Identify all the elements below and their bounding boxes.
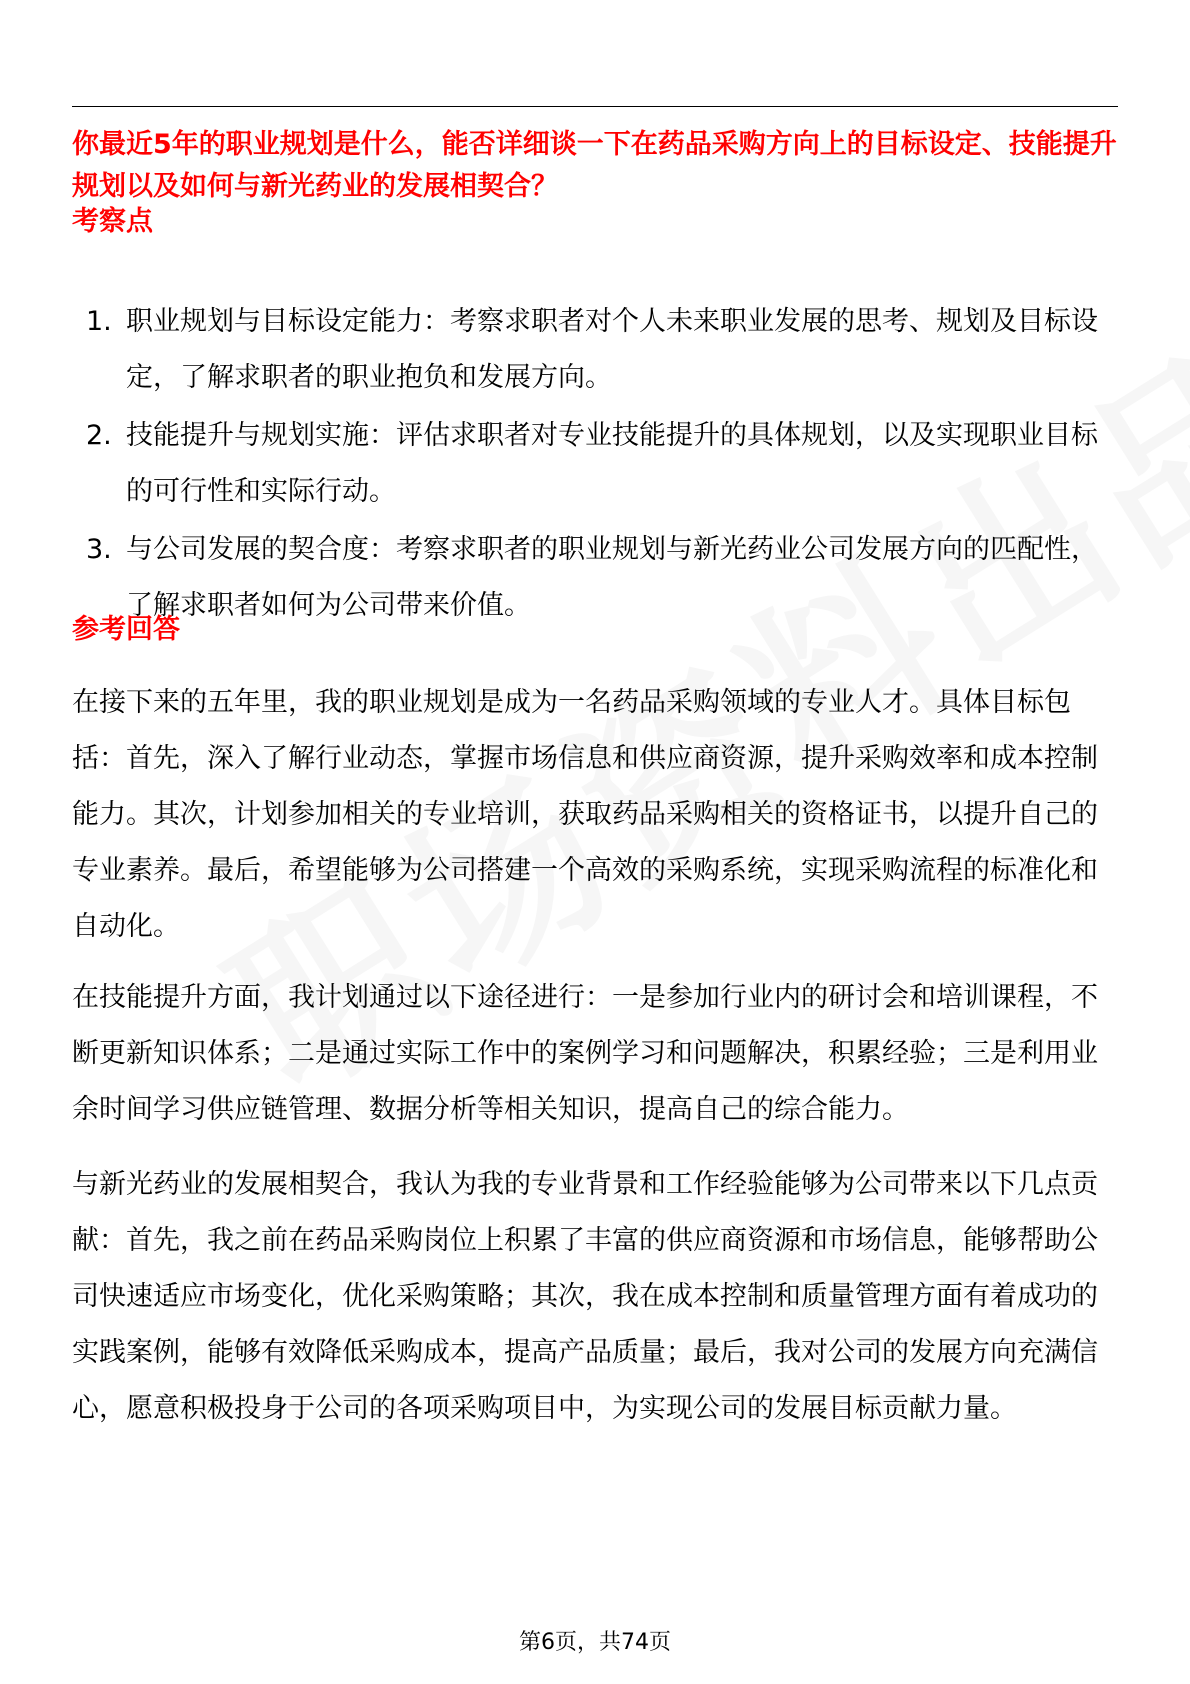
list-item	[72, 522, 1122, 634]
list-item-text: 职业规划与目标设定能力：考察求职者对个人未来职业发展的思考、规划及目标设定，了解求职者的职业抱负和发展方向。	[126, 306, 1098, 393]
list-item-number: 2.	[86, 420, 112, 451]
page-number-footer: 第6页，共74页	[519, 1630, 671, 1655]
answer-paragraph: 在技能提升方面，我计划通过以下途径进行：一是参加行业内的研讨会和培训课程，不断更新知识体系；二是通过实际工作中的案例学习和问题解决，积累经验；三是利用业余时间学习供应链管理、数据分析等相关知识，提高自己的综合能力。	[72, 982, 1098, 1125]
list-item-text: 技能提升与规划实施：评估求职者对专业技能提升的具体规划，以及实现职业目标的可行性和实际行动。	[126, 420, 1098, 507]
list-item-number: 3.	[86, 534, 112, 565]
list-item-text: 与公司发展的契合度：考察求职者的职业规划与新光药业公司发展方向的匹配性，了解求职者如何为公司带来价值。	[126, 534, 1098, 621]
top-rule	[72, 106, 1118, 107]
question-heading: 你最近5年的职业规划是什么，能否详细谈一下在药品采购方向上的目标设定、技能提升规划以及如何与新光药业的发展相契合？	[72, 129, 1117, 202]
list-item	[72, 408, 1122, 520]
points-section-title: 考察点	[72, 206, 153, 237]
answer-section-title: 参考回答	[72, 614, 180, 645]
list-item-number: 1.	[86, 306, 112, 337]
answer-paragraph: 与新光药业的发展相契合，我认为我的专业背景和工作经验能够为公司带来以下几点贡献：首先，我之前在药品采购岗位上积累了丰富的供应商资源和市场信息，能够帮助公司快速适应市场变化，优化采购策略；其次，我在成本控制和质量管理方面有着成功的实践案例，能够有效降低采购成本，提高产品质量；最后，我对公司的发展方向充满信心，愿意积极投身于公司的各项采购项目中，为实现公司的发展目标贡献力量。	[72, 1169, 1098, 1424]
answer-paragraph: 在接下来的五年里，我的职业规划是成为一名药品采购领域的专业人才。具体目标包括：首先，深入了解行业动态，掌握市场信息和供应商资源，提升采购效率和成本控制能力。其次，计划参加相关的专业培训，获取药品采购相关的资格证书，以提升自己的专业素养。最后，希望能够为公司搭建一个高效的采购系统，实现采购流程的标准化和自动化。	[72, 687, 1098, 942]
list-item	[72, 294, 1122, 406]
points-list	[72, 294, 1122, 636]
